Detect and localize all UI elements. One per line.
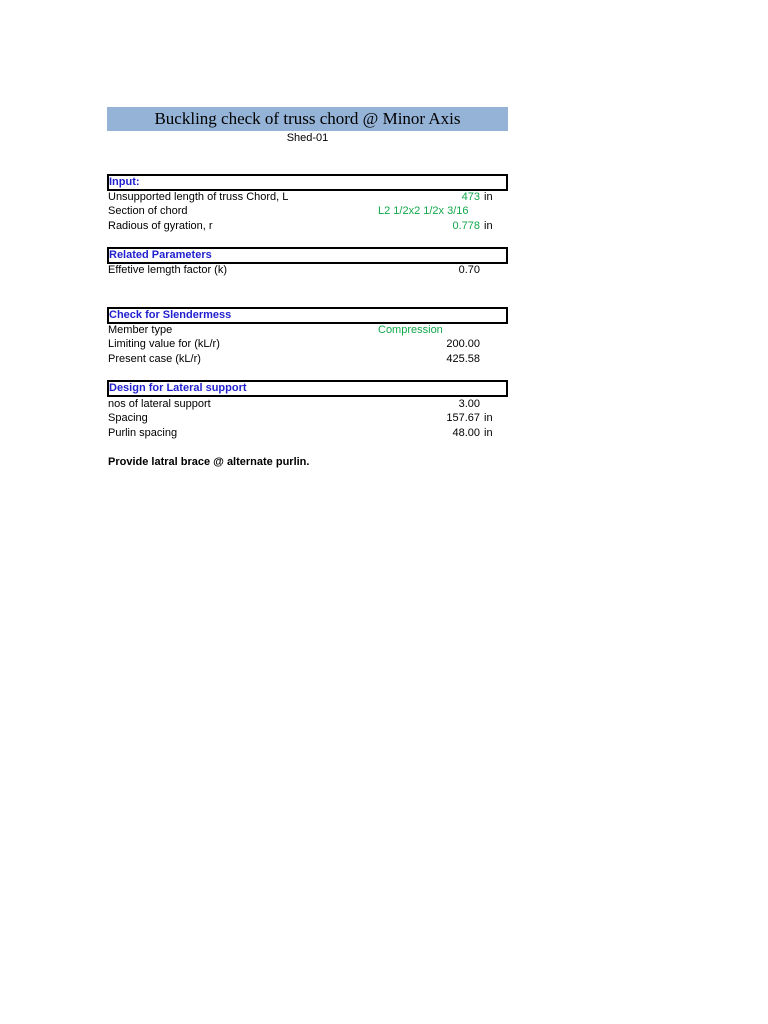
row-value: 0.70 bbox=[458, 264, 480, 276]
row-present-case bbox=[107, 352, 508, 366]
row-label: Section of chord bbox=[108, 205, 188, 217]
row-unit: in bbox=[484, 191, 493, 203]
row-effective-length-factor bbox=[107, 263, 508, 277]
row-label: nos of lateral support bbox=[108, 398, 211, 410]
row-label: Effetive lemgth factor (k) bbox=[108, 264, 228, 276]
row-value: 157.67 bbox=[446, 412, 480, 424]
row-label: Unsupported length of truss Chord, L bbox=[108, 191, 289, 203]
row-value: 425.58 bbox=[446, 353, 480, 365]
row-radius-of-gyration bbox=[107, 219, 508, 233]
row-limiting-value bbox=[107, 337, 508, 351]
row-value: 200.00 bbox=[446, 338, 480, 350]
row-label: Radious of gyration, r bbox=[108, 220, 213, 232]
row-label: Member type bbox=[108, 324, 173, 336]
row-value: 3.00 bbox=[458, 398, 480, 410]
row-value: Compression bbox=[378, 324, 443, 336]
row-purlin-spacing bbox=[107, 426, 508, 440]
row-label: Purlin spacing bbox=[108, 427, 178, 439]
calculation-sheet bbox=[107, 107, 508, 468]
row-spacing bbox=[107, 411, 508, 425]
sheet-title: Buckling check of truss chord @ Minor Axis bbox=[107, 107, 508, 131]
sheet-subtitle: Shed-01 bbox=[286, 132, 329, 144]
row-value: 473 bbox=[461, 191, 480, 203]
conclusion-note: Provide latral brace @ alternate purlin. bbox=[108, 456, 310, 468]
row-unit: in bbox=[484, 220, 493, 232]
row-unit: in bbox=[484, 427, 493, 439]
row-value: L2 1/2x2 1/2x 3/16 bbox=[378, 205, 469, 217]
row-nos-lateral-support bbox=[107, 397, 508, 411]
row-section-of-chord bbox=[107, 204, 508, 218]
row-label: Spacing bbox=[108, 412, 148, 424]
section-heading-slenderness: Check for Slendermess bbox=[107, 307, 508, 324]
section-heading-related: Related Parameters bbox=[107, 247, 508, 264]
row-member-type bbox=[107, 323, 508, 337]
row-value: 0.778 bbox=[452, 220, 480, 232]
row-unsupported-length bbox=[107, 190, 508, 204]
row-unit: in bbox=[484, 412, 493, 424]
row-label: Limiting value for (kL/r) bbox=[108, 338, 220, 350]
section-heading-lateral: Design for Lateral support bbox=[107, 380, 508, 397]
row-label: Present case (kL/r) bbox=[108, 353, 201, 365]
row-value: 48.00 bbox=[452, 427, 480, 439]
section-heading-input: Input: bbox=[107, 174, 508, 191]
